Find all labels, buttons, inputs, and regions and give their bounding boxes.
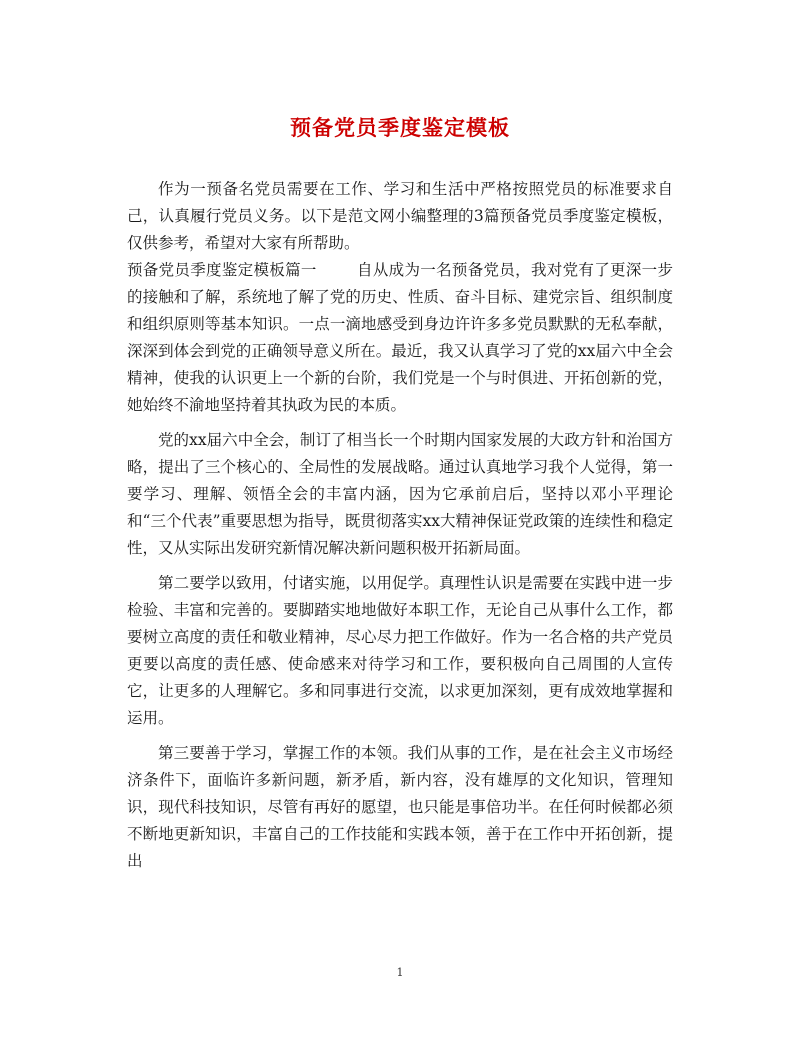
section-one-text: 自从成为一名预备党员，我对党有了更深一步的接触和了解，系统地了解了党的历史、性质、奋斗目标、建党宗旨、组织制度和组织原则等基本知识。一点一滴地感受到身边许许多多党员默默的无私奉献，深深到体会到党的正确领导意义所在。最近，我又认真学习了党的xx届六中全会精神，使我的认识更上一个新的台阶，我们党是一个与时俱进、开拓创新的党，她始终不渝地坚持着其执政为民的本质。 <box>127 261 673 414</box>
document-title: 预备党员季度鉴定模板 <box>290 115 510 140</box>
intro-paragraph: 作为一预备名党员需要在工作、学习和生活中严格按照党员的标准要求自己，认真履行党员义务。以下是范文网小编整理的3篇预备党员季度鉴定模板，仅供参考，希望对大家有所帮助。 <box>127 180 673 252</box>
body-paragraph: 第三要善于学习，掌握工作的本领。我们从事的工作，是在社会主义市场经济条件下，面临许多新问题，新矛盾，新内容，没有雄厚的文化知识，管理知识，现代科技知识，尽管有再好的愿望，也只能是事倍功半。在任何时候都必须不断地更新知识，丰富自己的工作技能和实践本领，善于在工作中开拓创新，提出 <box>127 744 673 870</box>
section-heading: 预备党员季度鉴定模板篇一 <box>127 261 317 279</box>
page-number: 1 <box>396 966 404 979</box>
section-one-paragraph <box>127 257 673 419</box>
body-paragraph: 党的xx届六中全会，制订了相当长一个时期内国家发展的大政方针和治国方略，提出了三个核心的、全局性的发展战略。通过认真地学习我个人觉得，第一要学习、理解、领悟全会的丰富内涵，因为它承前启后，坚持以邓小平理论和“三个代表”重要思想为指导，既贯彻落实xx大精神保证党政策的连续性和稳定性，又从实际出发研究新情况解决新问题积极开拓新局面。 <box>127 431 673 557</box>
document-body <box>127 176 673 883</box>
body-paragraph: 第二要学以致用，付诸实施，以用促学。真理性认识是需要在实践中进一步检验、丰富和完善的。要脚踏实地地做好本职工作，无论自己从事什么工作，都要树立高度的责任和敬业精神，尽心尽力把工作做好。作为一名合格的共产党员更要以高度的责任感、使命感来对待学习和工作，要积极向自己周围的人宣传它，让更多的人理解它。多和同事进行交流，以求更加深刻，更有成效地掌握和运用。 <box>127 574 673 727</box>
